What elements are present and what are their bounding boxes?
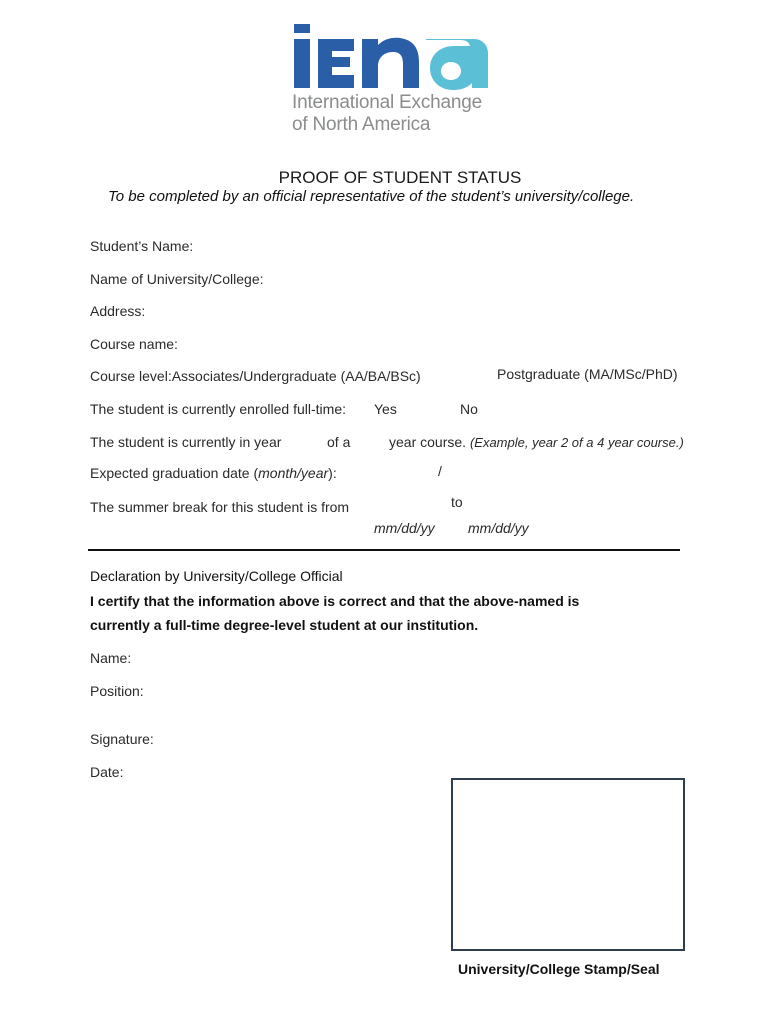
- summer-break-label: The summer break for this student is from: [90, 499, 350, 515]
- iena-wordmark-icon: [292, 22, 502, 92]
- official-signature-label: Signature:: [90, 731, 154, 747]
- year-of-a-label: of a: [327, 434, 351, 450]
- graduation-label-post: ):: [328, 465, 337, 481]
- page-title: PROOF OF STUDENT STATUS: [278, 168, 522, 187]
- official-position-label: Position:: [90, 683, 144, 699]
- graduation-date-slash: /: [438, 463, 442, 479]
- logo-text-line1: International Exchange: [292, 92, 482, 113]
- year-label: The student is currently in year: [90, 434, 282, 450]
- university-name-label: Name of University/College:: [90, 271, 264, 287]
- official-date-label: Date:: [90, 764, 124, 780]
- section-divider: [88, 549, 680, 551]
- year-course-label: [389, 434, 684, 450]
- address-label: Address:: [90, 303, 146, 319]
- enrolled-label: The student is currently enrolled full-time:: [90, 401, 346, 417]
- course-name-label: Course name:: [90, 336, 178, 352]
- summer-break-to: to: [451, 494, 463, 510]
- enrolled-yes-option: Yes: [374, 401, 397, 417]
- course-level-text: Course level:: [90, 368, 172, 384]
- year-example-text: (Example, year 2 of a 4 year course.): [469, 435, 684, 450]
- graduation-date-label: [90, 465, 337, 481]
- enrolled-no-option: No: [460, 401, 478, 417]
- page-subtitle: To be completed by an official representative of the student’s university/college.: [108, 188, 635, 205]
- official-name-label: Name:: [90, 650, 132, 666]
- iena-logo: [292, 22, 502, 137]
- summer-to-format-hint: mm/dd/yy: [468, 520, 529, 536]
- course-level-undergrad-option: Associates/Undergraduate (AA/BA/BSc): [171, 368, 421, 384]
- declaration-statement-line2: currently a full-time degree-level student at our institution.: [90, 617, 479, 633]
- graduation-label-italic: month/year: [258, 465, 329, 481]
- year-course-text: year course.: [389, 434, 467, 450]
- course-level-label: [90, 368, 421, 384]
- logo-text-line2: of North America: [292, 114, 431, 135]
- declaration-statement-line1: I certify that the information above is correct and that the above-named is: [90, 593, 580, 609]
- student-name-label: Student’s Name:: [90, 238, 194, 254]
- declaration-heading: Declaration by University/College Official: [90, 568, 343, 584]
- graduation-label-pre: Expected graduation date (: [90, 465, 259, 481]
- stamp-seal-label: University/College Stamp/Seal: [458, 961, 660, 977]
- stamp-seal-box: [451, 778, 685, 951]
- summer-from-format-hint: mm/dd/yy: [374, 520, 435, 536]
- course-level-postgrad-option: Postgraduate (MA/MSc/PhD): [497, 366, 678, 382]
